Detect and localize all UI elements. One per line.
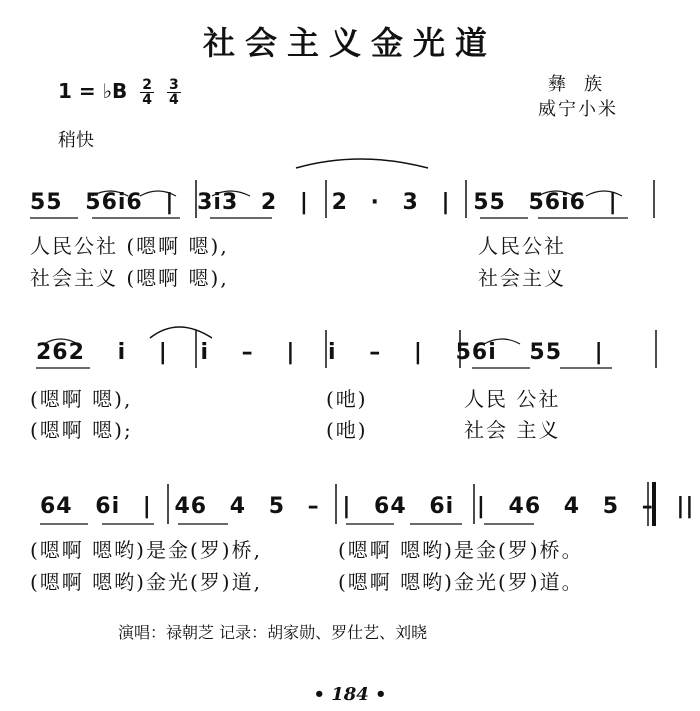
lyric-s2-d: (嗯啊 嗯); [30,418,133,442]
credits: 演唱：禄朝芝 记录：胡家勋、罗仕艺、刘晓 [118,623,428,642]
notes-system-3: 64 6i | 46 4 5 – | 64 6i | 46 4 5 – || [40,494,695,519]
lyric-s2-e: (吔) [326,418,368,442]
notes-system-2: 262 i | i – | i – | 56i 55 | [36,340,604,365]
lyric-s1-a: 人民公社 (嗯啊 嗯), [30,234,229,258]
notes-system-1: 55 56i6 | 3i3 2 | 2 · 3 | 55 56i6 | [30,190,618,215]
origin-place: 威宁小米 [538,99,618,120]
lyric-s2-b: (吔) [326,387,368,411]
lyric-s1-d: 社会主义 [478,266,566,290]
lyric-s1-b: 人民公社 [478,234,566,258]
meter-2-den: 4 [168,92,179,108]
lyric-s3-c: (嗯啊 嗯哟)金光(罗)道, [30,570,262,594]
lyric-s2-a: (嗯啊 嗯), [30,387,133,411]
key-label: 1 = ♭B [58,79,128,103]
lyric-s2-f: 社会 主义 [464,418,561,442]
meter-2-num: 3 [168,77,179,93]
ethnic-group: 彝族 [548,74,620,95]
lyric-s3-a: (嗯啊 嗯哟)是金(罗)桥, [30,538,262,562]
meter-1-den: 4 [142,92,152,108]
meter-1-num: 2 [142,77,152,93]
lyric-s3-b: (嗯啊 嗯哟)是金(罗)桥。 [338,538,584,562]
song-title: 社会主义金光道 [202,24,497,62]
slur [296,159,428,168]
tempo-marking: 稍快 [58,130,94,151]
lyric-s1-c: 社会主义 (嗯啊 嗯), [30,266,229,290]
lyric-s2-c: 人民 公社 [464,387,561,411]
slur [150,327,212,338]
lyric-s3-d: (嗯啊 嗯哟)金光(罗)道。 [338,570,584,594]
page-number: • 184 • [313,684,387,705]
